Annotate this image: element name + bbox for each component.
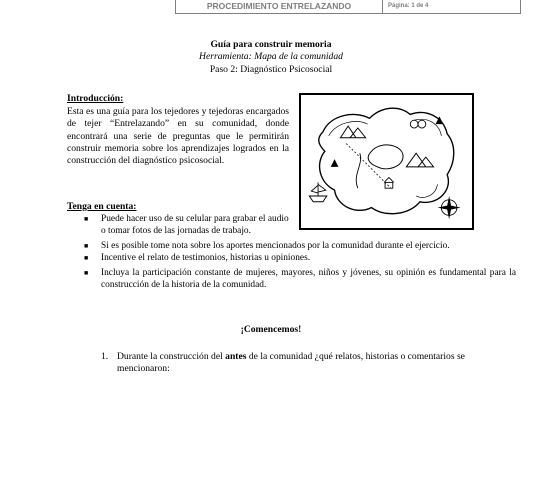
tip-text: Incluya la participación constante de mujeres, mayores, niños y jóvenes, su opinión es fundamental para la construcción de la historia de la comunidad. bbox=[101, 267, 516, 291]
question-emphasis: antes bbox=[225, 351, 247, 362]
list-item bbox=[84, 252, 511, 264]
question-number: 1. bbox=[101, 351, 109, 362]
comencemos-heading: ¡Comencemos! bbox=[240, 324, 302, 335]
tenga-en-cuenta-heading: Tenga en cuenta: bbox=[67, 201, 137, 212]
header-title: PROCEDIMIENTO ENTRELAZANDO bbox=[176, 0, 383, 13]
map-drawing bbox=[301, 95, 472, 228]
bullet-square-icon: ■ bbox=[84, 241, 89, 250]
bullet-square-icon: ■ bbox=[84, 254, 89, 263]
list-item bbox=[84, 213, 291, 238]
step-subtitle: Paso 2: Diagnóstico Psicosocial bbox=[209, 64, 333, 75]
document-title: Guía para construir memoria bbox=[210, 39, 332, 50]
community-map-illustration bbox=[299, 93, 474, 230]
intro-heading: Introducción: bbox=[67, 93, 124, 104]
question-text-start: Durante la construcción del bbox=[117, 351, 226, 362]
tip-text: Si es posible tome nota sobre los aportes mencionados por la comunidad durante el ejercicio. bbox=[101, 240, 450, 251]
list-item bbox=[84, 240, 511, 252]
tip-text: Incentive el relato de testimonios, historias u opiniones. bbox=[101, 253, 311, 264]
header-page-number: Página: 1 de 4 bbox=[388, 3, 429, 9]
tip-text: Puede hacer uso de su celular para grabar el audio o tomar fotos de las jornadas de trabajo. bbox=[101, 214, 289, 237]
list-item bbox=[84, 267, 516, 292]
bullet-square-icon: ■ bbox=[84, 215, 89, 223]
bullet-square-icon: ■ bbox=[84, 268, 89, 277]
tool-subtitle: Herramienta: Mapa de la comunidad bbox=[199, 51, 343, 62]
question-text bbox=[101, 351, 511, 376]
tips-list bbox=[84, 213, 516, 291]
question-1 bbox=[101, 351, 511, 376]
question-text-end: de la comunidad ¿qué relatos, historias o comentarios se mencionaron: bbox=[117, 351, 465, 375]
intro-paragraph: Esta es una guía para los tejedores y tejedoras encargados de tejer “Entrelazando” en su comunidad, donde encontrará una serie de preguntas que le permitirán construir memoria sobre los aprendizajes logrados en la construcción del diagnóstico psicosocial. bbox=[67, 106, 289, 167]
header-table bbox=[175, 0, 521, 14]
